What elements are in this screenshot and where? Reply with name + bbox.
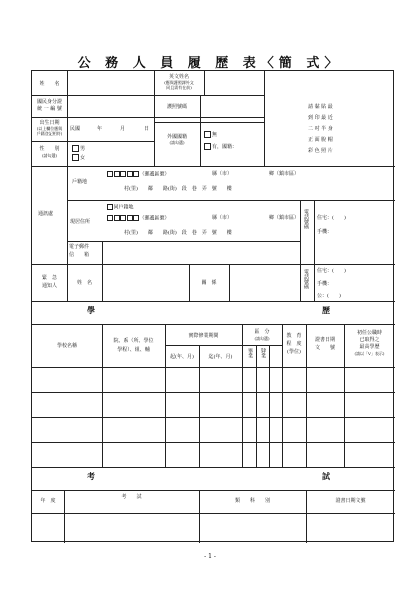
highest-header-3: 最高學歷 xyxy=(359,344,380,350)
degree-header: 教 育 xyxy=(286,333,302,339)
address-mobile: 手機： xyxy=(317,229,333,235)
page-number: - 1 - xyxy=(204,553,216,560)
department-header: 院、系（所、學位 xyxy=(113,338,154,344)
male-label: 男 xyxy=(80,146,86,152)
same-as-household-option[interactable] xyxy=(107,204,134,211)
passport-label: 護照號碼 xyxy=(166,104,187,110)
birth-note: (以上欄位應與 xyxy=(36,126,63,131)
emergency-office-phone: 公：( ) xyxy=(317,293,341,299)
emergency-label-2: 通知人 xyxy=(41,283,57,289)
address-section-label: 通訊處 xyxy=(38,211,54,217)
education-header-right: 歷 xyxy=(322,305,332,315)
photo-note: 請 黏 貼 最 xyxy=(308,104,333,110)
birth-day: 日 xyxy=(144,126,150,132)
foreign-label: 外國國籍 xyxy=(166,134,187,140)
same-as-label: 同戶籍地 xyxy=(113,204,134,211)
english-name-note: 同且需有在前) xyxy=(166,85,192,90)
household-village-line: 村(里) 鄰 路(街) 段 巷 弄 號 樓 xyxy=(124,186,232,192)
cert-header-2: 文 號 xyxy=(314,345,335,351)
address-home-phone: 住宅：( ) xyxy=(317,215,346,221)
emergency-label: 緊 急 xyxy=(41,275,57,281)
gender-female-option[interactable] xyxy=(72,154,85,161)
emergency-relation-label: 關 係 xyxy=(201,280,217,286)
gender-label: 性 別 xyxy=(39,146,60,152)
exam-cert-header: 證書日期文號 xyxy=(335,498,366,504)
english-name-label: 英文姓名 xyxy=(168,74,189,80)
cert-header: 證書日期 xyxy=(314,337,335,343)
period-to-header: 迄(年、月) xyxy=(208,354,233,360)
email-label: 電子郵件 xyxy=(69,244,90,250)
birth-era: 民國 xyxy=(70,126,81,132)
female-label: 女 xyxy=(80,155,86,161)
exam-year-header: 年 度 xyxy=(40,498,56,504)
postal-note: （郵遞區號） xyxy=(139,171,170,178)
household-county: 縣（市） xyxy=(212,171,233,177)
photo-note: 正 面 脫 帽 xyxy=(308,137,333,143)
foreign-note: (請勾選) xyxy=(169,140,185,145)
current-address-label: 現居住所 xyxy=(70,219,91,225)
postal-note: （郵遞區號） xyxy=(139,215,170,222)
id-label-2: 統 一 編 號 xyxy=(37,106,62,112)
photo-area[interactable] xyxy=(268,96,395,166)
name-label: 姓 名 xyxy=(39,81,60,87)
foreign-none-option[interactable] xyxy=(204,131,217,138)
education-header-left: 學 xyxy=(87,305,97,315)
graduated-header: 畢業 xyxy=(247,348,253,358)
household-label: 戶籍地 xyxy=(72,179,88,185)
emergency-mobile: 手機： xyxy=(317,281,333,287)
department-header-2: 學程）、組、輔 xyxy=(117,347,150,353)
exam-category-header: 類 科 別 xyxy=(234,498,270,504)
foreign-none-label: 無 xyxy=(212,132,218,138)
emergency-phone-label: 電話號碼 xyxy=(303,269,309,289)
current-postal[interactable] xyxy=(107,215,170,222)
exam-header-left: 考 xyxy=(87,471,97,481)
current-village-line: 村(里) 鄰 路(街) 段 巷 弄 號 樓 xyxy=(124,230,232,236)
household-postal[interactable] xyxy=(107,171,170,178)
birth-month: 月 xyxy=(120,126,126,132)
photo-note: 二 吋 半 身 xyxy=(308,126,333,132)
exam-name-header: 考 試 xyxy=(121,494,142,500)
current-township: 鄉（鎮市區） xyxy=(269,215,300,221)
gender-male-option[interactable] xyxy=(72,145,85,152)
highest-note: (請以「V」表示) xyxy=(354,351,385,356)
exam-header-right: 試 xyxy=(322,471,332,481)
address-phone-label: 電話號碼 xyxy=(303,209,309,229)
emergency-name-label: 姓 名 xyxy=(76,280,92,286)
current-county: 縣（市） xyxy=(212,215,233,221)
emergency-home-phone: 住宅：( ) xyxy=(317,268,346,274)
same-as-checkbox[interactable] xyxy=(107,204,113,210)
english-name-note: (應與護照譯外文 xyxy=(164,80,194,85)
male-checkbox[interactable] xyxy=(72,145,79,152)
category-note: (請勾選) xyxy=(254,336,270,341)
photo-note: 到 印 最 近 xyxy=(308,115,333,121)
foreign-none-checkbox[interactable] xyxy=(204,131,211,138)
period-header: 實際修業期間 xyxy=(188,333,219,339)
school-name-header: 學校名稱 xyxy=(56,343,77,349)
degree-header-2: 程 度 xyxy=(286,341,302,347)
period-from-header: 起(年、月) xyxy=(170,354,194,360)
household-township: 鄉（鎮市區） xyxy=(269,171,300,177)
resume-form xyxy=(31,70,394,542)
email-label-2: 信 箱 xyxy=(69,252,90,258)
photo-note: 彩 色 照 片 xyxy=(308,148,333,154)
foreign-has-checkbox[interactable] xyxy=(204,143,211,150)
form-title: 公 務 人 員 履 歷 表〈簡 式〉 xyxy=(77,56,343,71)
highest-header: 初任公職時 xyxy=(356,330,382,336)
foreign-has-option[interactable] xyxy=(204,143,237,150)
birth-note-2: 戶籍登記相符) xyxy=(36,131,63,136)
highest-header-2: 已取得之 xyxy=(359,337,380,343)
birth-year: 年 xyxy=(97,126,103,132)
birth-label: 出生日期 xyxy=(39,120,60,126)
female-checkbox[interactable] xyxy=(72,154,79,161)
attended-header: 肄業 xyxy=(260,348,266,358)
foreign-has-label: 有，國籍： xyxy=(212,144,238,150)
id-label: 國民身分證 xyxy=(36,99,62,105)
gender-note: (請勾選) xyxy=(41,153,58,158)
category-header: 區 分 xyxy=(254,329,270,335)
degree-header-3: (學位) xyxy=(287,349,301,355)
